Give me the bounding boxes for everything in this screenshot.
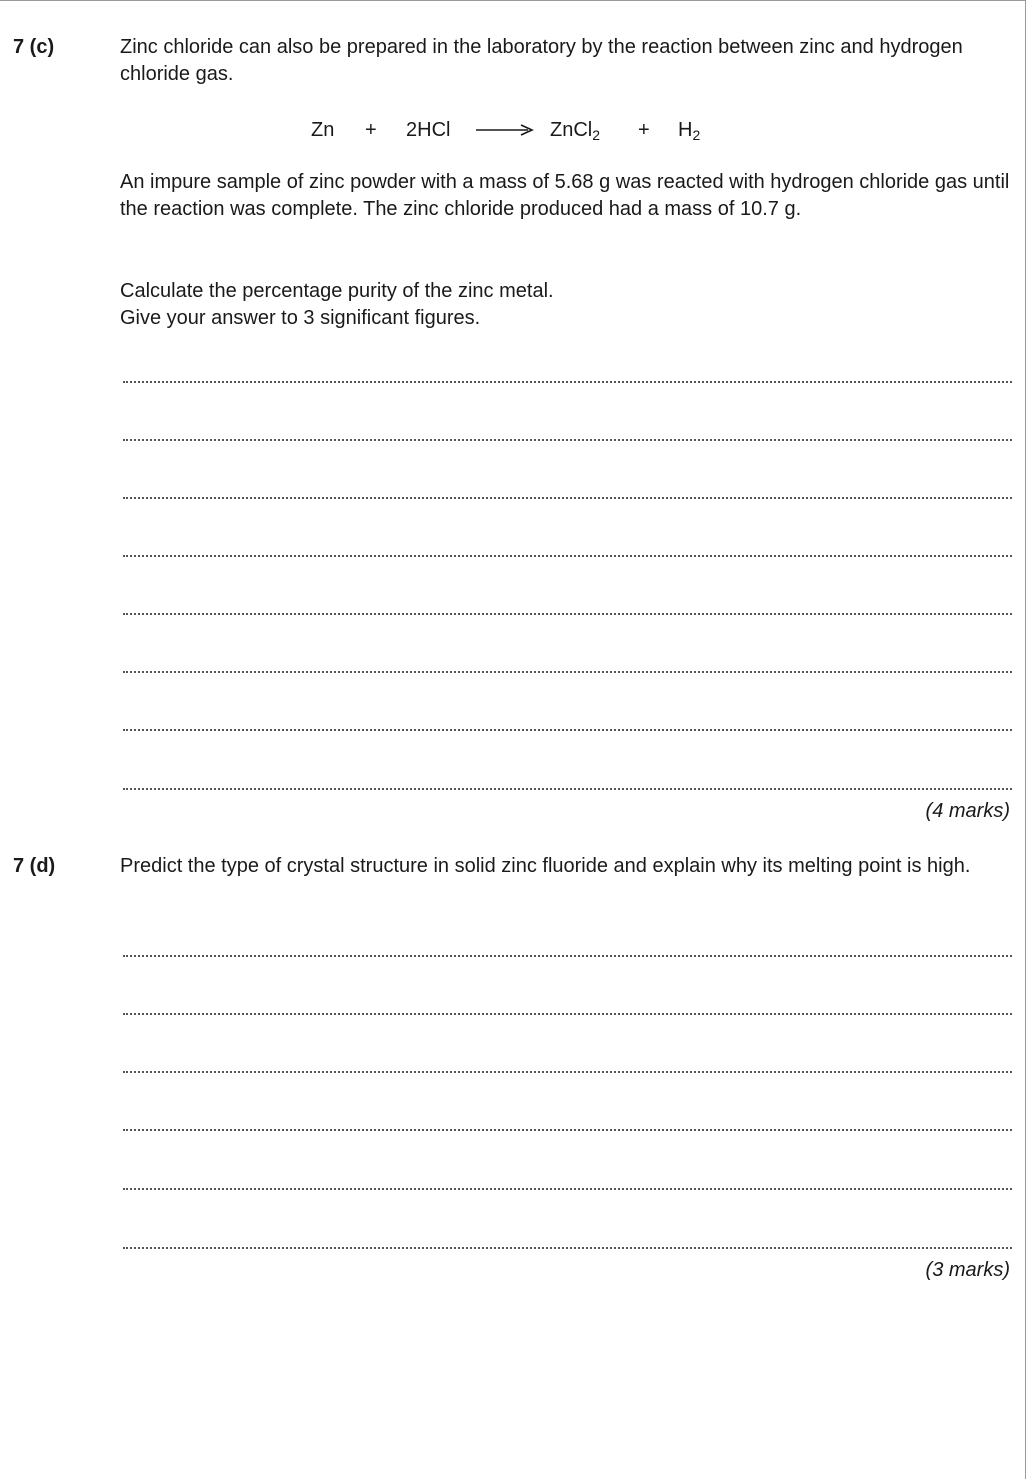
reaction-arrow-icon — [476, 123, 536, 137]
answer-line-d-6[interactable] — [123, 1247, 1012, 1249]
product-h2-subscript: 2 — [692, 127, 701, 143]
question-d-label: 7 (d) — [13, 855, 56, 877]
answer-line-d-1[interactable] — [123, 955, 1012, 957]
product-zncl2-subscript: 2 — [592, 127, 601, 143]
question-c-instruction-2: Give your answer to 3 significant figures. — [120, 307, 481, 329]
question-c-details: An impure sample of zinc powder with a mass of 5.68 g was reacted with hydrogen chloride gas until the reaction was complete. The zinc chloride produced had a mass of 10.7 g. — [120, 171, 1010, 220]
answer-line-c-6[interactable] — [123, 671, 1012, 673]
answer-line-c-8[interactable] — [123, 788, 1012, 790]
plus-sign-1: + — [365, 119, 377, 141]
answer-line-d-4[interactable] — [123, 1129, 1012, 1131]
plus-sign-2: + — [638, 119, 650, 141]
product-h2 — [678, 115, 700, 145]
product-zncl2-base: ZnCl — [550, 119, 593, 141]
answer-line-d-2[interactable] — [123, 1013, 1012, 1015]
product-h2-base: H — [678, 119, 693, 141]
answer-line-c-4[interactable] — [123, 555, 1012, 557]
question-d-text: Predict the type of crystal structure in solid zinc fluoride and explain why its melting point is high. — [120, 855, 971, 877]
question-c-label: 7 (c) — [13, 36, 55, 58]
reactant-hcl: 2HCl — [406, 119, 451, 141]
answer-line-d-3[interactable] — [123, 1071, 1012, 1073]
answer-line-d-5[interactable] — [123, 1188, 1012, 1190]
question-c-marks: (4 marks) — [925, 800, 1010, 822]
answer-line-c-7[interactable] — [123, 729, 1012, 731]
answer-line-c-5[interactable] — [123, 613, 1012, 615]
answer-line-c-2[interactable] — [123, 439, 1012, 441]
question-d-marks: (3 marks) — [925, 1259, 1010, 1281]
answer-line-c-3[interactable] — [123, 497, 1012, 499]
reactant-zn: Zn — [311, 119, 335, 141]
question-c-instruction-1: Calculate the percentage purity of the zinc metal. — [120, 280, 554, 302]
question-c-intro: Zinc chloride can also be prepared in the laboratory by the reaction between zinc and hydrogen chloride gas. — [120, 36, 963, 85]
answer-line-c-1[interactable] — [123, 381, 1012, 383]
product-zncl2 — [550, 115, 600, 145]
chemical-equation — [0, 115, 1027, 145]
